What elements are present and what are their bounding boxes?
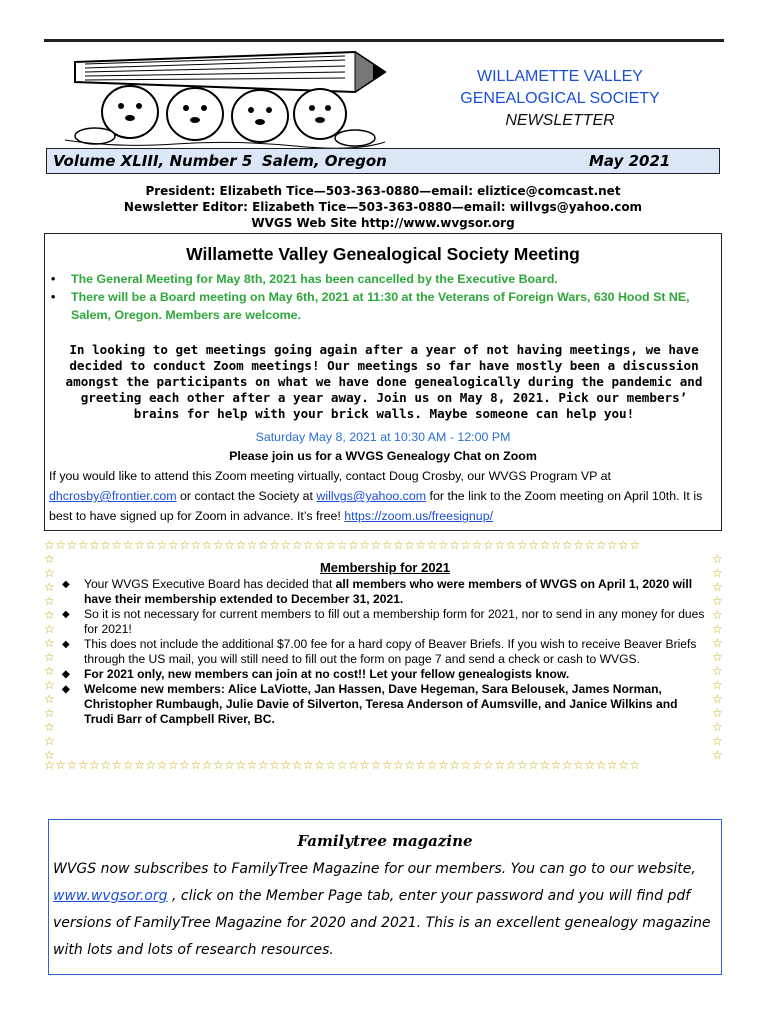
item-text: For 2021 only, new members can join at no cost!! Let your fellow genealogists know. [84,667,570,681]
ft-text: , click on the Member Page tab, enter your password and you will find pdf versions of FamilyTree Magazine for 2020 and 2021. This is an excellent genealogy magazine with lots and lots of research resources. [53,888,711,958]
meeting-title: Willamette Valley Genealogical Society Meeting [186,244,580,264]
item-text: Welcome new members: Alice LaViotte, Jan Hassen, Dave Hegeman, Sara Belousek, James Norman, Christopher Rumbaugh, Julie Davie of Silverton, Teresa Anderson of Aumsville, and Janice Wilkins and Trudi Barr of Campbell River, BC. [84,682,678,726]
membership-item [62,607,708,637]
notice-item [49,270,715,288]
notice-text: There will be a Board meeting on May 6th, 2021 at 11:30 at the Veterans of Foreign Wars, 630 Hood St NE, Salem, Oregon. Members are welcome. [71,290,690,322]
item-text: So it is not necessary for current members to fill out a membership form for 2021, nor to send in any money for dues for 2021! [84,607,705,636]
volume-bar [46,148,720,174]
membership-item [62,682,708,727]
notice-text: The General Meeting for May 8th, 2021 has been cancelled by the Executive Board. [71,272,558,286]
membership-title: Membership for 2021 [319,560,451,575]
issue-date: May 2021 [589,152,671,170]
officers-info [46,183,720,231]
zoom-text: for the link to the Zoom meeting on April 10th. It is best to have signed up for Zoom in advance. It’s free! [49,489,703,523]
org-name-line2: GENEALOGICAL SOCIETY [460,90,660,107]
membership-star-box [44,538,726,772]
familytree-text [53,856,717,964]
website-line: WVGS Web Site http://www.wvgsor.org [251,216,515,230]
meeting-box [44,233,722,531]
zoom-text: or contact the Society at [176,489,317,503]
membership-item [62,577,708,607]
diamond-bullet-icon: ◆ [62,684,70,695]
diamond-bullet-icon: ◆ [62,669,70,680]
zoom-text: If you would like to attend this Zoom meeting virtually, contact Doug Crosby, our WVGS Program VP at [49,469,611,483]
program-vp-email-link[interactable]: dhcrosby@frontier.com [49,489,177,503]
diamond-bullet-icon: ◆ [62,609,70,620]
membership-list [62,577,708,727]
bullet-icon: • [51,290,56,304]
zoom-signup-link[interactable]: https://zoom.us/freesignup/ [344,509,494,523]
ft-text: WVGS now subscribes to FamilyTree Magazine for our members. You can go to our website, [53,861,696,877]
item-text-bold: all members who were members of WVGS on April 1, 2020 will have their membership extended to December 31, 2021. [84,577,693,606]
society-email-link[interactable]: willvgs@yahoo.com [316,489,427,503]
editor-line: Newsletter Editor: Elizabeth Tice—503-363-0880—email: willvgs@yahoo.com [123,200,643,214]
beavers-pencil-logo [55,50,390,150]
zoom-join-heading: Please join us for a WVGS Genealogy Chat on Zoom [229,449,537,463]
star-border-bottom: ☆☆☆☆☆☆☆☆☆☆☆☆☆☆☆☆☆☆☆☆☆☆☆☆☆☆☆☆☆☆☆☆☆☆☆☆☆☆☆☆☆☆☆☆☆☆☆☆☆☆☆☆☆ [44,758,641,772]
bullet-icon: • [51,272,56,286]
top-rule [44,39,724,42]
star-border-top: ☆☆☆☆☆☆☆☆☆☆☆☆☆☆☆☆☆☆☆☆☆☆☆☆☆☆☆☆☆☆☆☆☆☆☆☆☆☆☆☆☆☆☆☆☆☆☆☆☆☆☆☆☆ [44,538,641,552]
location: Salem, Oregon [262,152,387,170]
wvgs-website-link[interactable]: www.wvgsor.org [53,888,168,904]
membership-item [62,637,708,667]
familytree-title: Familytree magazine [297,832,473,850]
zoom-instructions [49,466,715,526]
newsletter-label: NEWSLETTER [505,112,615,129]
zoom-announcement: In looking to get meetings going again after a year of not having meetings, we have decided to conduct Zoom meetings! Our meetings so far have mostly been a discussion amongst the participants on what we have done genealogically during the pandemic and greeting each other after a year away. Join us on May 8, 2021. Pick our members’ brains for help with your brick walls. Maybe someone can help you! [65,342,703,421]
masthead [420,66,700,132]
zoom-time: Saturday May 8, 2021 at 10:30 AM - 12:00 PM [255,430,511,444]
diamond-bullet-icon: ◆ [62,639,70,650]
diamond-bullet-icon: ◆ [62,579,70,590]
star-border-right: ☆☆☆☆☆☆☆☆☆☆☆☆☆☆☆ [712,552,723,762]
item-text: This does not include the additional $7.00 fee for a hard copy of Beaver Briefs. If you wish to receive Beaver Briefs through the US mail, you will still need to fill out the form on page 7 and send a check or cash to WVGS. [84,637,697,666]
meeting-notices [49,270,715,324]
star-border-left: ☆☆☆☆☆☆☆☆☆☆☆☆☆☆☆ [44,552,55,762]
president-line: President: Elizabeth Tice—503-363-0880—email: eliztice@comcast.net [145,184,621,198]
membership-item [62,667,708,682]
notice-item [49,288,715,324]
volume-number: Volume XLIII, Number 5 [53,152,253,170]
familytree-box [48,819,722,975]
org-name-line1: WILLAMETTE VALLEY [477,68,643,85]
item-text: Your WVGS Executive Board has decided that [84,577,336,591]
